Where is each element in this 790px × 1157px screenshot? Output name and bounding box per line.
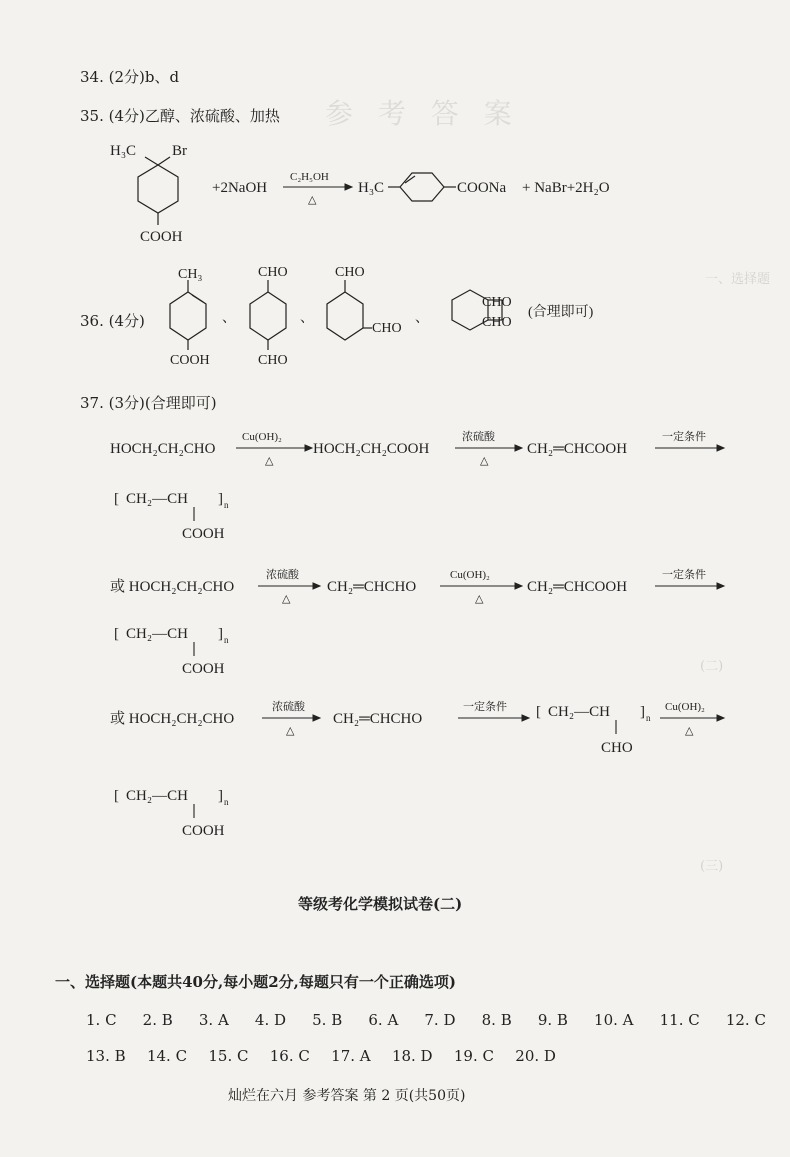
sep3: 、 [415, 311, 429, 326]
product-cyclohexene [388, 173, 456, 201]
answer-15: 15. C [208, 1047, 249, 1065]
r1-delta2: △ [480, 455, 489, 467]
r3-n: n [646, 713, 651, 723]
reactant-br: Br [172, 143, 187, 159]
bleed-line-2: (二) [700, 659, 724, 674]
s4-cho-top: CHO [482, 295, 512, 310]
answer-10: 10. A [594, 1011, 634, 1029]
poly1-cooh: COOH [182, 526, 225, 542]
poly3-unit: CH₂—CH [126, 788, 188, 804]
answers-row-2 [86, 1047, 556, 1065]
answer-7: 7. D [424, 1011, 456, 1029]
s3-cho-top: CHO [335, 265, 365, 280]
r3-delta3: △ [685, 725, 694, 737]
r3-bracket-r: ] [640, 704, 645, 720]
mc-header: 一、选择题(本题共40分,每小题2分,每题只有一个正确选项) [55, 973, 456, 991]
poly2-bracket-r: ] [218, 626, 223, 642]
poly3-bracket: [ [114, 788, 119, 804]
r3-cond2: 一定条件 [463, 701, 507, 713]
answer-20: 20. D [515, 1047, 556, 1065]
r1-cond1: Cu(OH)₂ [242, 431, 282, 443]
poly1-bracket-r: ] [218, 491, 223, 507]
r2-delta2: △ [475, 593, 484, 605]
r1-cond3: 一定条件 [662, 431, 706, 443]
product-tail: + NaBr+2H₂O [522, 180, 610, 196]
q35-condition: C₂H₅OH [290, 171, 329, 183]
r1-mid: HOCH₂CH₂COOH [313, 441, 430, 457]
q37-polymer-3 [110, 780, 310, 850]
answer-12: 12. C [725, 1011, 766, 1029]
r3-start: 或 HOCH₂CH₂CHO [110, 711, 235, 727]
bleed-line-3: (三) [700, 859, 724, 874]
poly3-n: n [224, 797, 229, 807]
page-footer: 灿烂在六月 参考答案 第 2 页(共50页) [228, 1088, 466, 1104]
r1-start: HOCH₂CH₂CHO [110, 441, 216, 457]
r1-end: CH₂═CHCOOH [527, 441, 628, 457]
q36-structures [140, 262, 780, 372]
s3-cho-side: CHO [372, 321, 402, 336]
poly2-bracket: [ [114, 626, 119, 642]
answer-9: 9. B [537, 1011, 568, 1029]
answers-row-1 [86, 1011, 766, 1029]
q36-note: (合理即可) [528, 305, 594, 320]
r3-cond3: Cu(OH)₂ [665, 701, 705, 713]
sep2: 、 [300, 311, 314, 326]
reactant-cyclohexane [138, 157, 178, 225]
s1-cooh: COOH [170, 353, 210, 368]
r2-end: CH₂═CHCOOH [527, 579, 628, 595]
q35-delta: △ [308, 194, 317, 206]
r2-mid: CH₂═CHCHO [327, 579, 417, 595]
answer-8: 8. B [481, 1011, 512, 1029]
sep1: 、 [222, 311, 236, 326]
answer-17: 17. A [331, 1047, 371, 1065]
r3-cho: CHO [601, 740, 633, 756]
answer-14: 14. C [146, 1047, 188, 1065]
q35-equation [0, 135, 790, 255]
answer-5: 5. B [312, 1011, 343, 1029]
q37-route-1 [0, 422, 790, 482]
product-coona: COONa [457, 180, 507, 196]
r3-mid: CH₂═CHCHO [333, 711, 423, 727]
answer-3: 3. A [198, 1011, 229, 1029]
s1-ch3: CH₃ [178, 267, 203, 282]
q37-route-3 [0, 692, 790, 772]
r3-cond1: 浓硫酸 [272, 701, 305, 713]
q37-polymer-2 [110, 618, 310, 688]
bleed-title: 参 考 答 案 [325, 97, 520, 130]
reactant-cooh: COOH [140, 229, 183, 245]
r1-cond2: 浓硫酸 [462, 431, 495, 443]
r2-delta1: △ [282, 593, 291, 605]
s2-cho-top: CHO [258, 265, 288, 280]
q35-answer: 35. (4分)乙醇、浓硫酸、加热 [80, 107, 280, 125]
section-title: 等级考化学模拟试卷(二) [298, 895, 463, 913]
poly1-unit: CH₂—CH [126, 491, 188, 507]
answer-18: 18. D [391, 1047, 433, 1065]
answer-13: 13. B [86, 1047, 126, 1065]
answer-6: 6. A [368, 1011, 399, 1029]
reactant-naoh: +2NaOH [212, 180, 268, 196]
s4-cho-bottom: CHO [482, 315, 512, 330]
q34-answer: 34. (2分)b、d [80, 68, 180, 86]
q36-label: 36. (4分) [80, 312, 145, 330]
answer-2: 2. B [142, 1011, 173, 1029]
q37-route-2 [0, 560, 790, 620]
poly2-cooh: COOH [182, 661, 225, 677]
bleed-line-1: 一、选择题 [705, 272, 771, 287]
product-h3c: H₃C [358, 180, 385, 196]
s2-cho-bottom: CHO [258, 353, 288, 368]
r2-cond2: Cu(OH)₂ [450, 569, 490, 581]
poly1-bracket: [ [114, 491, 119, 507]
reactant-h3c: H₃C [110, 143, 137, 159]
q37-polymer-1 [110, 483, 310, 553]
r2-cond1: 浓硫酸 [266, 569, 299, 581]
r3-unit: CH₂—CH [548, 704, 610, 720]
answer-19: 19. C [453, 1047, 494, 1065]
r2-start: 或 HOCH₂CH₂CHO [110, 579, 235, 595]
answer-11: 11. C [659, 1011, 700, 1029]
poly2-unit: CH₂—CH [126, 626, 188, 642]
q35-arrow [283, 184, 352, 190]
r3-delta1: △ [286, 725, 295, 737]
poly3-bracket-r: ] [218, 788, 223, 804]
poly2-n: n [224, 635, 229, 645]
q37-label: 37. (3分)(合理即可) [80, 394, 217, 412]
r3-bracket: [ [536, 704, 541, 720]
r2-cond3: 一定条件 [662, 569, 706, 581]
answer-16: 16. C [269, 1047, 310, 1065]
answer-1: 1. C [86, 1011, 117, 1029]
answer-4: 4. D [254, 1011, 287, 1029]
poly3-cooh: COOH [182, 823, 225, 839]
r1-delta1: △ [265, 455, 274, 467]
poly1-n: n [224, 500, 229, 510]
